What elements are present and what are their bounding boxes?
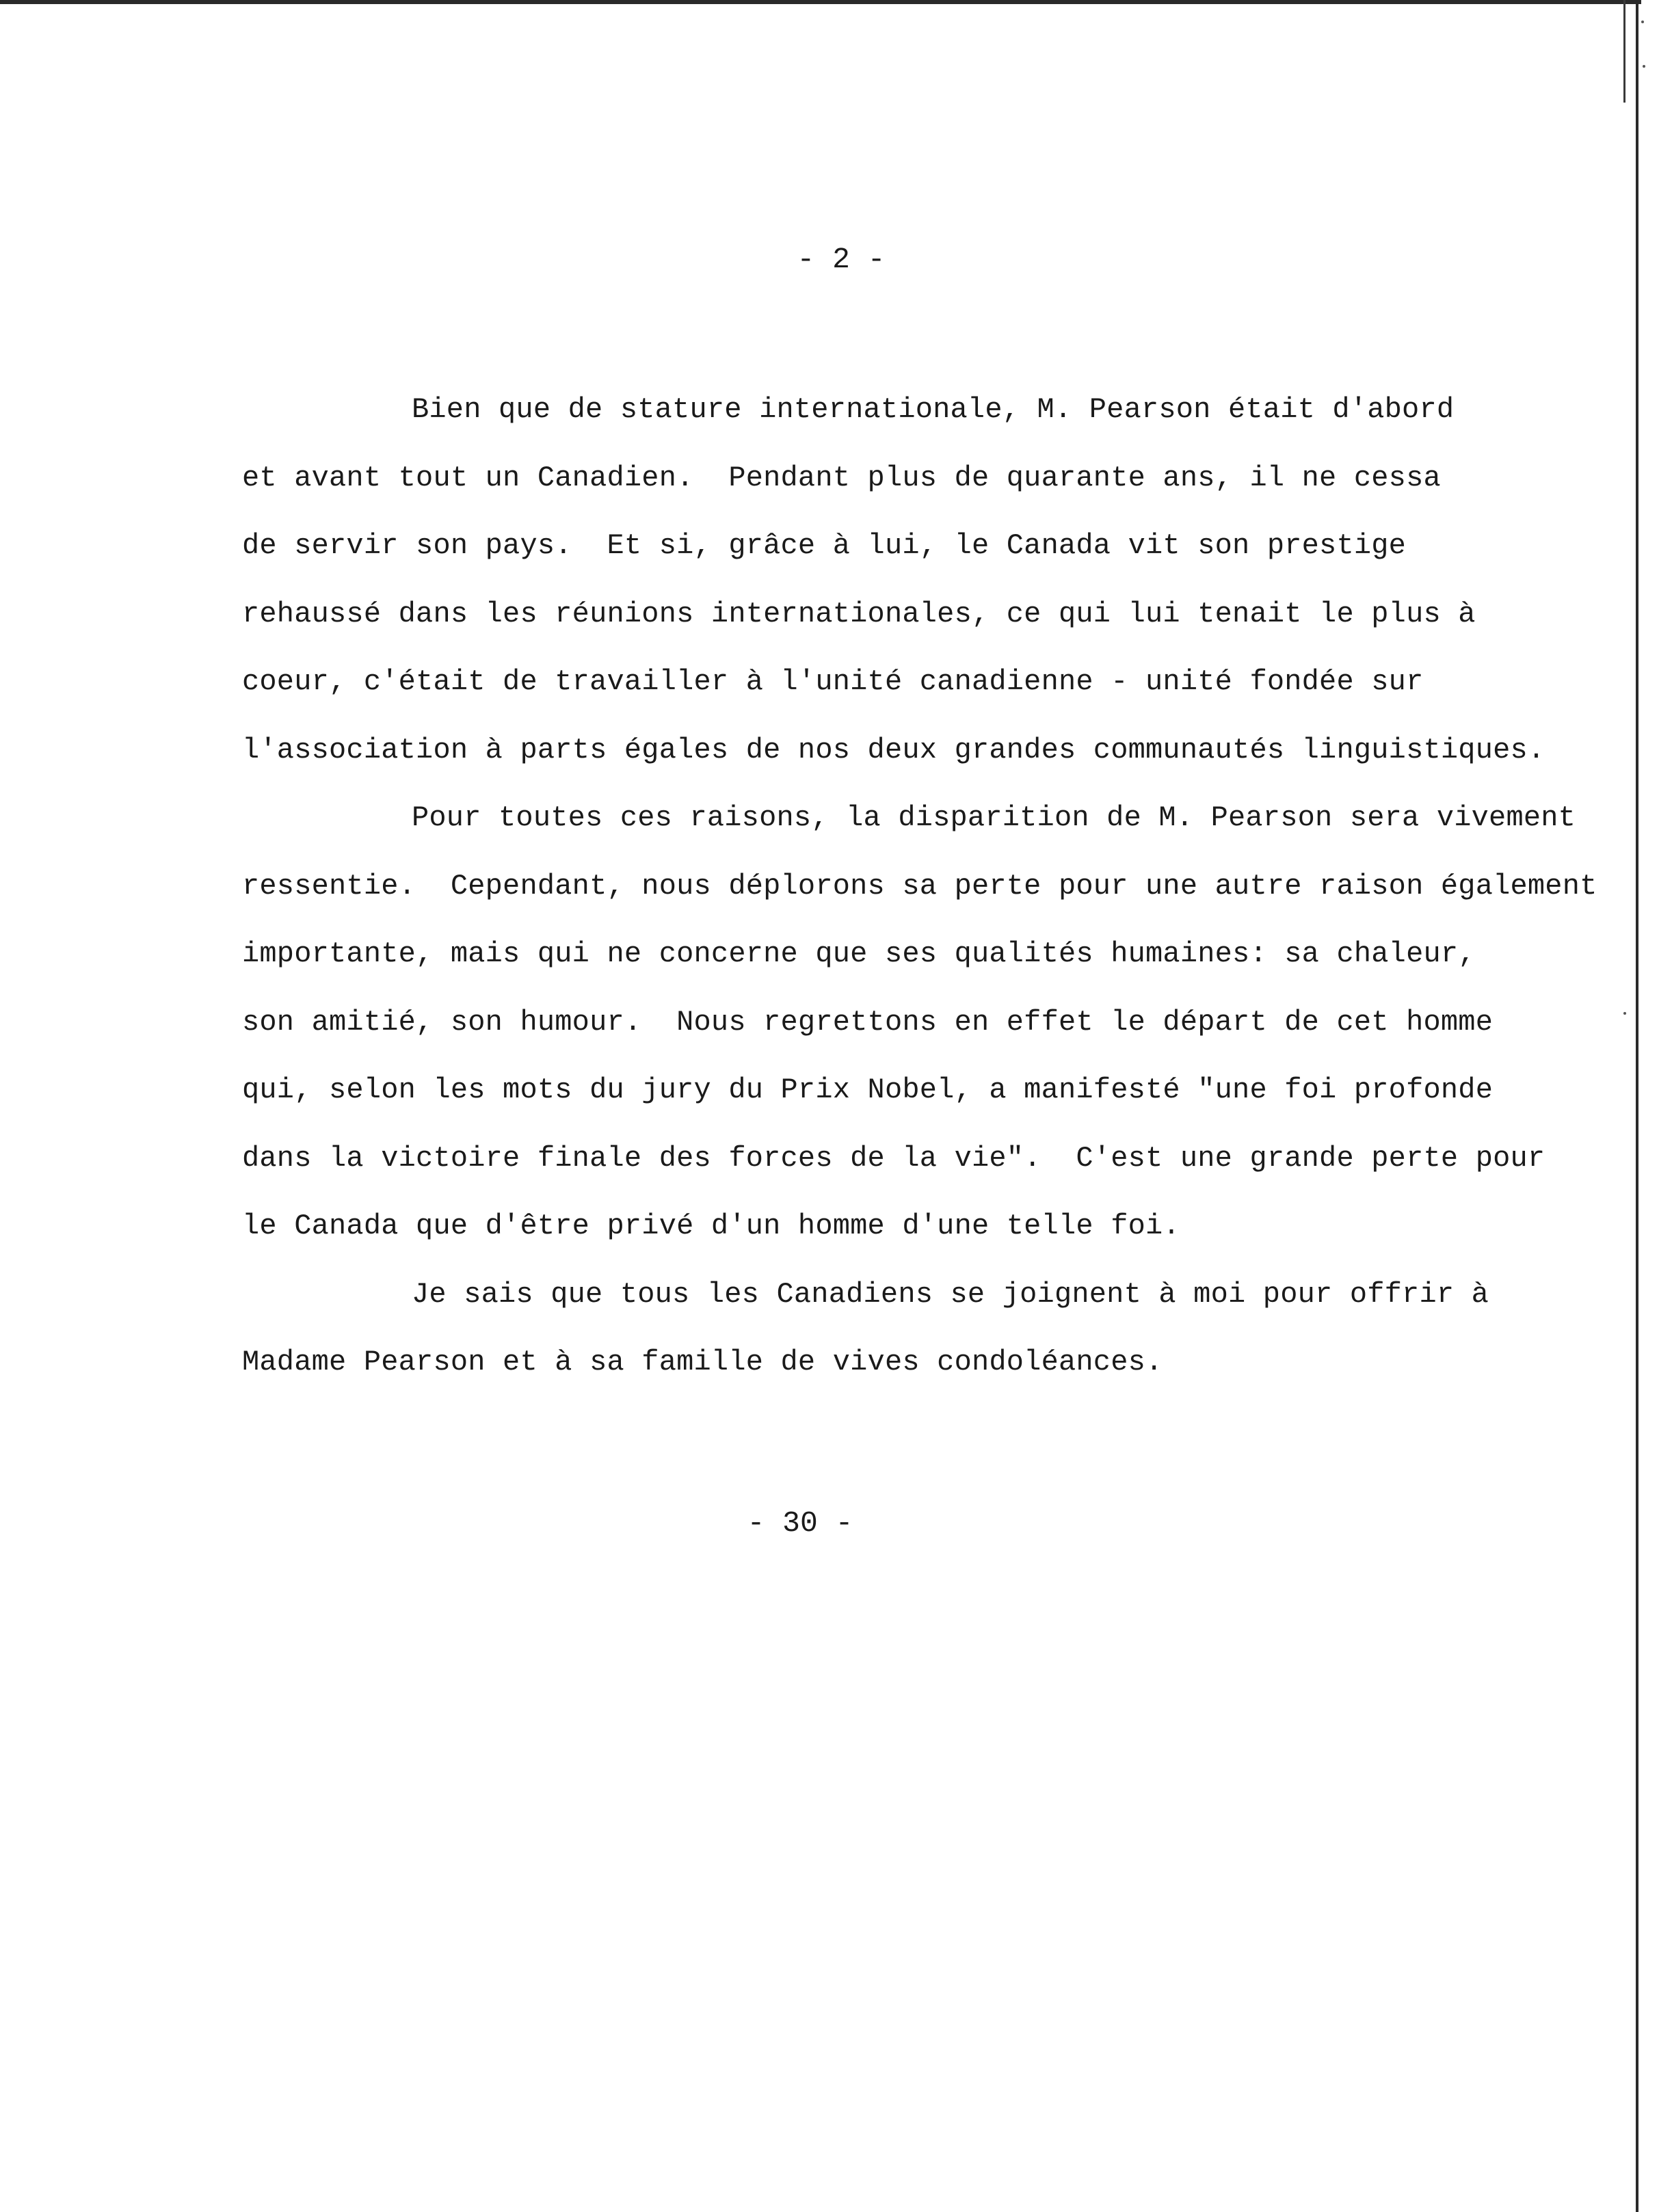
text-line: Madame Pearson et à sa famille de vives condoléances. xyxy=(242,1346,1163,1378)
text-line: et avant tout un Canadien. Pendant plus de quarante ans, il ne cessa xyxy=(242,461,1441,494)
scan-top-edge xyxy=(0,0,1641,4)
scan-speck xyxy=(1623,1012,1626,1015)
letter-body xyxy=(242,376,1597,1397)
text-line: rehaussé dans les réunions internationales, ce qui lui tenait le plus à xyxy=(242,597,1476,630)
text-line: le Canada que d'être privé d'un homme d'une telle foi. xyxy=(242,1210,1180,1242)
text-line: qui, selon les mots du jury du Prix Nobel, a manifesté "une foi profonde xyxy=(242,1074,1494,1106)
scan-speck xyxy=(1641,21,1644,23)
text-line: Bien que de stature internationale, M. Pearson était d'abord xyxy=(412,393,1455,426)
text-line: Pour toutes ces raisons, la disparition de M. Pearson sera vivement xyxy=(412,801,1576,834)
text-line: de servir son pays. Et si, grâce à lui, le Canada vit son prestige xyxy=(242,529,1407,562)
text-line: son amitié, son humour. Nous regrettons en effet le départ de cet homme xyxy=(242,1005,1494,1039)
text-line: ressentie. Cependant, nous déplorons sa perte pour une autre raison également xyxy=(242,869,1597,903)
scan-right-edge xyxy=(1636,0,1638,2212)
text-line: coeur, c'était de travailler à l'unité canadienne - unité fondée sur xyxy=(242,665,1424,698)
text-line: Je sais que tous les Canadiens se joignent à moi pour offrir à xyxy=(412,1277,1489,1311)
scan-right-edge-mark xyxy=(1623,0,1625,103)
page-number-bottom: - 30 - xyxy=(747,1506,853,1540)
page-number-top: - 2 - xyxy=(797,243,886,276)
text-line: importante, mais qui ne concerne que ses qualités humaines: sa chaleur, xyxy=(242,937,1476,970)
text-line: dans la victoire finale des forces de la vie". C'est une grande perte pour xyxy=(242,1141,1545,1175)
scan-speck xyxy=(1643,65,1645,68)
text-line: l'association à parts égales de nos deux grandes communautés linguistiques. xyxy=(242,733,1545,767)
